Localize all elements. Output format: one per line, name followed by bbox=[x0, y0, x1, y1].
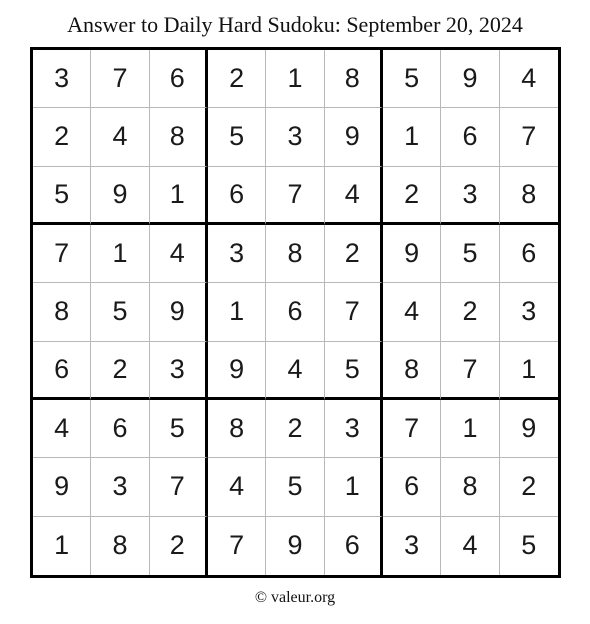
sudoku-cell-r6-c5: 4 bbox=[266, 342, 324, 400]
sudoku-cell-r7-c2: 6 bbox=[91, 400, 149, 458]
sudoku-cell-r9-c5: 9 bbox=[266, 517, 324, 575]
sudoku-cell-r3-c1: 5 bbox=[33, 167, 91, 225]
sudoku-cell-r8-c2: 3 bbox=[91, 458, 149, 516]
sudoku-cell-r2-c8: 6 bbox=[441, 108, 499, 166]
copyright-footer: © valeur.org bbox=[254, 589, 336, 606]
sudoku-board bbox=[30, 47, 561, 578]
sudoku-cell-r7-c3: 5 bbox=[150, 400, 208, 458]
sudoku-cell-r5-c9: 3 bbox=[500, 283, 558, 341]
sudoku-cell-r3-c4: 6 bbox=[208, 167, 266, 225]
sudoku-cell-r1-c9: 4 bbox=[500, 50, 558, 108]
sudoku-cell-r9-c2: 8 bbox=[91, 517, 149, 575]
sudoku-cell-r5-c8: 2 bbox=[441, 283, 499, 341]
sudoku-cell-r3-c7: 2 bbox=[383, 167, 441, 225]
sudoku-cell-r8-c3: 7 bbox=[150, 458, 208, 516]
sudoku-cell-r2-c7: 1 bbox=[383, 108, 441, 166]
sudoku-cell-r3-c3: 1 bbox=[150, 167, 208, 225]
sudoku-cell-r3-c2: 9 bbox=[91, 167, 149, 225]
sudoku-cell-r5-c4: 1 bbox=[208, 283, 266, 341]
sudoku-cell-r9-c9: 5 bbox=[521, 530, 537, 561]
sudoku-cell-r1-c3: 6 bbox=[150, 50, 208, 108]
sudoku-cell-r4-c1: 7 bbox=[33, 225, 91, 283]
sudoku-cell-r7-c9: 9 bbox=[500, 400, 558, 458]
sudoku-cell-r4-c5: 8 bbox=[266, 225, 324, 283]
sudoku-cell-r6-c6: 5 bbox=[325, 342, 383, 400]
sudoku-cell-r2-c3: 8 bbox=[150, 108, 208, 166]
sudoku-cell-r4-c8: 5 bbox=[441, 225, 499, 283]
sudoku-cell-r3-c8: 3 bbox=[441, 167, 499, 225]
sudoku-cell-r7-c4: 8 bbox=[208, 400, 266, 458]
sudoku-cell-r1-c7: 5 bbox=[383, 50, 441, 108]
sudoku-cell-r7-c7: 7 bbox=[383, 400, 441, 458]
sudoku-cell-r9-c1: 1 bbox=[33, 517, 91, 575]
sudoku-cell-r8-c8: 8 bbox=[441, 458, 499, 516]
sudoku-cell-r2-c9: 7 bbox=[500, 108, 558, 166]
sudoku-cell-r9-c4: 7 bbox=[208, 517, 266, 575]
sudoku-cell-r2-c5: 3 bbox=[266, 108, 324, 166]
sudoku-cell-r9-c3: 2 bbox=[150, 517, 208, 575]
sudoku-cell-r1-c2: 7 bbox=[91, 50, 149, 108]
sudoku-cell-r4-c6: 2 bbox=[325, 225, 383, 283]
sudoku-cell-r3-c9: 8 bbox=[500, 167, 558, 225]
sudoku-cell-r7-c5: 2 bbox=[266, 400, 324, 458]
sudoku-cell-r8-c1: 9 bbox=[33, 458, 91, 516]
sudoku-cell-r2-c4: 5 bbox=[208, 108, 266, 166]
sudoku-cell-r2-c2: 4 bbox=[91, 108, 149, 166]
sudoku-cell-r1-c6: 8 bbox=[325, 50, 383, 108]
sudoku-cell-r2-c1: 2 bbox=[33, 108, 91, 166]
sudoku-cell-r8-c7: 6 bbox=[383, 458, 441, 516]
sudoku-cell-r7-c6: 3 bbox=[325, 400, 383, 458]
sudoku-cell-r6-c8: 7 bbox=[441, 342, 499, 400]
sudoku-cell-r8-c9: 2 bbox=[500, 458, 558, 516]
sudoku-cell-r8-c5: 5 bbox=[266, 458, 324, 516]
sudoku-cell-r1-c1: 3 bbox=[33, 50, 91, 108]
sudoku-cell-r3-c5: 7 bbox=[266, 167, 324, 225]
sudoku-cell-r5-c2: 5 bbox=[91, 283, 149, 341]
sudoku-cell-r7-c8: 1 bbox=[441, 400, 499, 458]
sudoku-cell-r5-c3: 9 bbox=[150, 283, 208, 341]
sudoku-cell-r9-c7: 3 bbox=[383, 517, 441, 575]
sudoku-cell-r9-c8: 4 bbox=[441, 517, 499, 575]
sudoku-cell-r9-c6: 6 bbox=[325, 517, 383, 575]
sudoku-cell-r1-c8: 9 bbox=[441, 50, 499, 108]
sudoku-cell-r6-c1: 6 bbox=[33, 342, 91, 400]
sudoku-cell-r3-c6: 4 bbox=[325, 167, 383, 225]
sudoku-cell-r1-c5: 1 bbox=[266, 50, 324, 108]
sudoku-cell-r4-c7: 9 bbox=[383, 225, 441, 283]
sudoku-cell-r7-c1: 4 bbox=[33, 400, 91, 458]
sudoku-cell-r5-c6: 7 bbox=[325, 283, 383, 341]
sudoku-cell-r8-c4: 4 bbox=[208, 458, 266, 516]
sudoku-cell-r1-c4: 2 bbox=[208, 50, 266, 108]
sudoku-cell-r5-c7: 4 bbox=[383, 283, 441, 341]
sudoku-cell-r2-c6: 9 bbox=[325, 108, 383, 166]
sudoku-cell-r4-c9: 6 bbox=[500, 225, 558, 283]
sudoku-cell-r6-c9: 1 bbox=[500, 342, 558, 400]
sudoku-cell-r6-c3: 3 bbox=[150, 342, 208, 400]
sudoku-cell-r6-c7: 8 bbox=[383, 342, 441, 400]
sudoku-cell-r5-c5: 6 bbox=[266, 283, 324, 341]
puzzle-title: Answer to Daily Hard Sudoku: September 20, 2024 bbox=[67, 12, 523, 37]
sudoku-cell-r4-c3: 4 bbox=[150, 225, 208, 283]
sudoku-cell-r4-c4: 3 bbox=[208, 225, 266, 283]
sudoku-cell-r8-c6: 1 bbox=[325, 458, 383, 516]
sudoku-cell-r6-c2: 2 bbox=[91, 342, 149, 400]
sudoku-cell-r4-c2: 1 bbox=[91, 225, 149, 283]
sudoku-cell-r6-c4: 9 bbox=[208, 342, 266, 400]
sudoku-cell-r5-c1: 8 bbox=[33, 283, 91, 341]
